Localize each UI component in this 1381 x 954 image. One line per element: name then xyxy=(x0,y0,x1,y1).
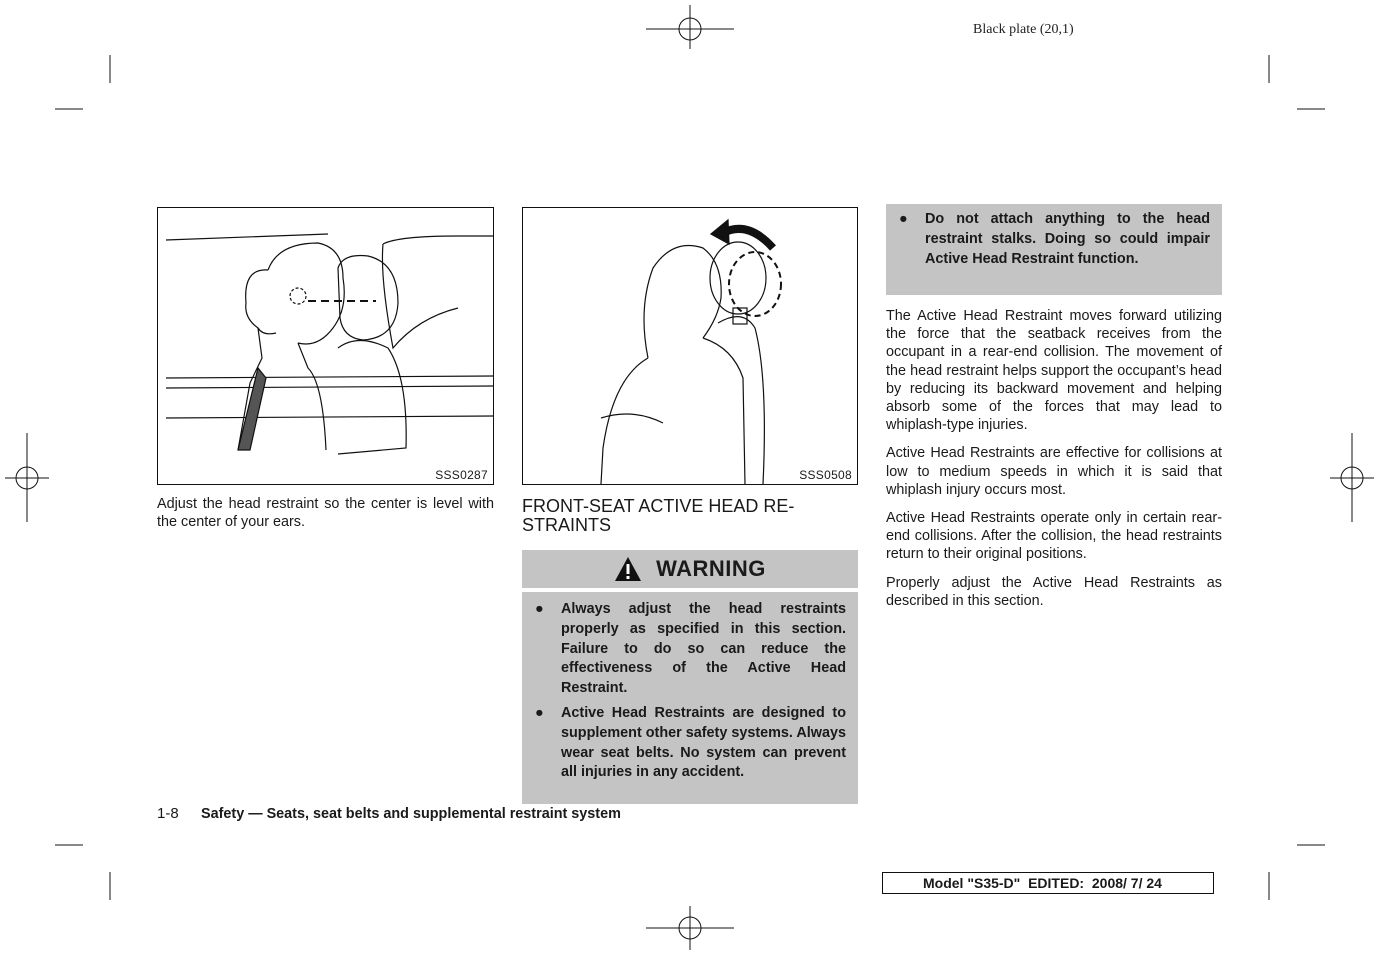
bullet-dot: ● xyxy=(535,704,544,721)
list-item: ● Active Head Restraints are designed to supplement other safety systems. Always wear seat belts. No system can prevent all injuries in any accident. xyxy=(535,704,846,781)
warning-body xyxy=(522,592,858,804)
body-column xyxy=(886,307,1222,610)
warning-title: WARNING xyxy=(656,556,766,581)
section-heading xyxy=(522,497,822,535)
section-heading-line: STRAINTS xyxy=(522,515,612,535)
caution-note-box xyxy=(886,204,1222,295)
paragraph: Active Head Restraints operate only in certain rear-end collisions. After the collision, the head restraints return to their original positions. xyxy=(886,510,1222,563)
bullet-dot: ● xyxy=(899,211,908,227)
model-value: "S35-D" xyxy=(967,875,1021,891)
edited-value: 2008/ 7/ 24 xyxy=(1091,875,1162,891)
figure-caption: Adjust the head restraint so the center is level with the center of your ears. xyxy=(157,496,494,531)
warning-header xyxy=(522,550,858,588)
note-list xyxy=(886,210,1210,269)
figure-code: SSS0508 xyxy=(799,468,852,482)
figure-head-restraint-adjust xyxy=(157,207,494,485)
page-number: 1-8 xyxy=(157,805,179,822)
paragraph: The Active Head Restraint moves forward utilizing the force that the seatback receives from the occupant in a rear-end collision. The movement of the head restraint helps support the occupant’s head by reducing its backward movement and helping absorb some of the forces that may lead to whiplash-type injuries. xyxy=(886,308,1222,434)
list-item: ● Always adjust the head restraints properly as specified in this section. Failure to do so can reduce the effectiveness of the Active Head Restraint. xyxy=(535,601,846,697)
edited-label: EDITED: xyxy=(1020,875,1092,891)
bullet-dot: ● xyxy=(535,601,544,617)
section-title: Safety — Seats, seat belts and supplemental restraint system xyxy=(201,806,621,822)
warning-triangle-icon xyxy=(614,556,642,582)
paragraph: Properly adjust the Active Head Restraints as described in this section. xyxy=(886,574,1222,609)
figure-illustration-active-restraint xyxy=(523,208,857,484)
model-edit-box xyxy=(882,872,1214,894)
paragraph: Active Head Restraints are effective for collisions at low to medium speeds in which it is said that whiplash injury occurs most. xyxy=(886,445,1222,498)
figure-active-head-restraint xyxy=(522,207,858,485)
list-item: ● Do not attach anything to the head restraint stalks. Doing so could impair Active Head Restraint function. xyxy=(899,211,1210,267)
figure-code: SSS0287 xyxy=(435,468,488,482)
section-heading-line: FRONT-SEAT ACTIVE HEAD RE- xyxy=(522,496,795,516)
model-label: Model xyxy=(923,875,968,891)
plate-label: Black plate (20,1) xyxy=(973,22,1074,37)
figure-illustration-driver xyxy=(158,208,493,484)
warning-list xyxy=(522,600,846,783)
